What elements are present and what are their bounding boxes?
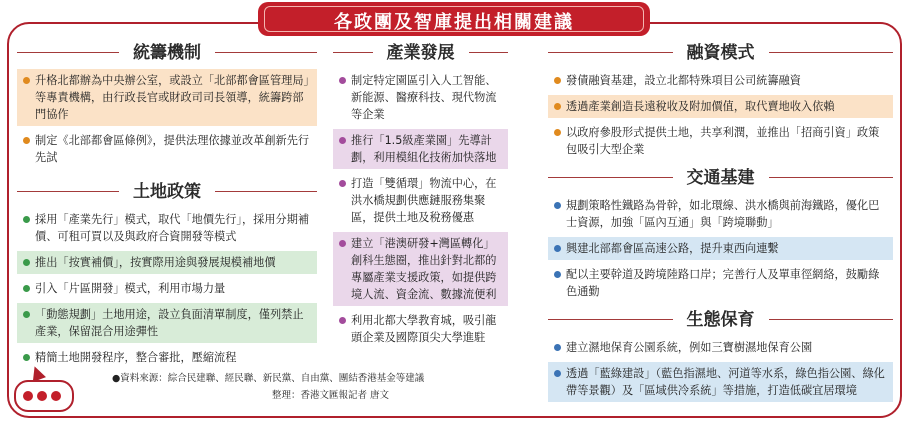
item-text: 配以主要幹道及跨境陸路口岸；完善行人及單車徑網絡，鼓勵綠色通勤 [566,268,880,298]
item-text: 發債融資基建，設立北都特殊項目公司統籌融資 [566,74,801,87]
source-credit [112,370,424,404]
item-text: 引入「片區開發」模式，利用市場力量 [35,282,226,295]
item-text: 制定特定園區引入人工智能、新能源、醫療科技、現代物流等企業 [351,74,497,121]
list-item [333,129,508,169]
list-item [333,232,508,306]
item-text: 採用「產業先行」模式，取代「地價先行」，採用分期補價、可租可買以及與政府合資開發等模式 [35,213,310,243]
item-text: 「動態規劃」土地用途，設立負面清單制度，僅列禁止產業，保留混合用途彈性 [35,308,304,338]
section-title: 產業發展 [373,40,469,66]
section-header-ecology [548,307,893,333]
column-middle [333,40,508,349]
bullet-icon [339,77,346,84]
speech-bubble-icon [14,380,74,412]
dot-icon [23,391,33,401]
list-item [17,129,317,169]
item-text: 精簡土地開發程序，整合審批，壓縮流程 [35,351,237,364]
bullet-icon [554,129,561,136]
section-title: 融資模式 [673,40,769,66]
section-header-land [17,179,317,205]
item-text: 興建北部都會區高速公路，提升東西向連繫 [566,242,779,255]
item-text: 透過「藍綠建設」（藍色指濕地、河道等水系，綠色指公園、綠化帶等景觀）及「區域供冷系統」等措施，打造低碳宜居環境 [566,367,885,397]
source-line: ●資料來源：綜合民建聯、經民聯、新民黨、自由黨、團結香港基金等建議 [112,373,425,384]
list-item [17,346,317,369]
section-title: 交通基建 [673,165,769,191]
list-item [548,69,893,92]
item-text: 升格北都辦為中央辦公室，或設立「北部都會區管理局」等專責機構，由行政長官或財政司司長領導，統籌跨部門協作 [35,74,310,121]
bullet-icon [339,180,346,187]
item-text: 推行「1.5級產業園」先導計劃，利用模組化技術加快落地 [351,134,497,164]
item-text: 制定《北部都會區條例》，提供法理依據並改革創新先行先試 [35,134,310,164]
title-banner [258,2,650,36]
list-item [548,194,893,234]
bullet-icon [554,77,561,84]
list-item [17,277,317,300]
list-item [17,251,317,274]
list-item [548,237,893,260]
bullet-icon [23,77,30,84]
bullet-icon [23,311,30,318]
bullet-icon [554,103,561,110]
item-text: 利用北都大學教育城，吸引龍頭企業及國際頂尖大學進駐 [351,314,497,344]
list-item [17,208,317,248]
bullet-icon [339,137,346,144]
list-item [17,303,317,343]
list-item [333,309,508,349]
item-text: 建立「港澳研發+灣區轉化」創科生態圈，推出針對北都的專屬產業支援政策，如提供跨境人流、資金流、數據流便利 [351,237,497,301]
list-item [17,69,317,126]
bullet-icon [554,245,561,252]
section-header-finance [548,40,893,66]
page-title: 各政團及智庫提出相關建議 [334,12,574,33]
column-left [17,40,317,369]
bullet-icon [339,240,346,247]
section-header-industry [333,40,508,66]
section-title: 生態保育 [673,307,769,333]
dot-icon [51,391,61,401]
editor-credit: 整理：香港文匯報記者 唐文 [272,390,390,401]
section-header-transport [548,165,893,191]
column-right [548,40,893,402]
bullet-icon [554,271,561,278]
list-item [548,263,893,303]
bullet-icon [23,216,30,223]
item-text: 規劃策略性鐵路為骨幹，如北環線、洪水橋與前海鐵路，優化巴士資源，加強「區內互通」與「跨境聯動」 [566,199,880,229]
item-text: 以政府參股形式提供土地，共享利潤，並推出「招商引資」政策包吸引大型企業 [566,126,880,156]
item-text: 建立濕地保育公園系統，例如三寶樹濕地保育公園 [566,341,813,354]
bullet-icon [554,202,561,209]
item-text: 推出「按實補價」，按實際用途與發展規模補地價 [35,256,276,269]
list-item [548,362,893,402]
list-item [333,69,508,126]
bullet-icon [23,137,30,144]
bullet-icon [23,354,30,361]
section-title: 統籌機制 [119,40,215,66]
bullet-icon [339,317,346,324]
item-text: 透過產業創造長遠稅收及附加價值，取代賣地收入依賴 [566,100,835,113]
bullet-icon [23,285,30,292]
dot-icon [37,391,47,401]
bullet-icon [554,344,561,351]
list-item [548,336,893,359]
section-title: 土地政策 [119,179,215,205]
section-header-coordination [17,40,317,66]
list-item [548,121,893,161]
list-item [333,172,508,229]
item-text: 打造「雙循環」物流中心，在洪水橋規劃供應鏈服務集聚區，提供土地及稅務優惠 [351,177,497,224]
bullet-icon [554,370,561,377]
bullet-icon [23,259,30,266]
list-item [548,95,893,118]
